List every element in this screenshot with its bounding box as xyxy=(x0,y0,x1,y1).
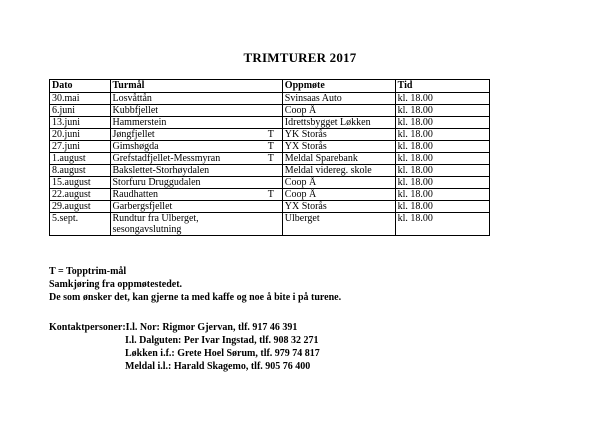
topptrim-mark: T xyxy=(267,189,274,200)
turmal-text: Bakslettet-Storhøydalen xyxy=(112,165,210,176)
turmal-text: Losvåttån xyxy=(112,93,152,104)
cell-tid: kl. 18.00 xyxy=(395,117,489,129)
cell-oppmote: YK Storås xyxy=(282,129,395,141)
table-row xyxy=(50,93,490,105)
cell-turmal xyxy=(110,117,282,129)
topptrim-mark xyxy=(274,201,280,212)
table-row xyxy=(50,165,490,177)
table-row xyxy=(50,153,490,165)
cell-oppmote: YX Storås xyxy=(282,201,395,213)
topptrim-mark: T xyxy=(267,141,274,152)
topptrim-mark xyxy=(274,117,280,128)
turmal-text: Grefstadfjellet-Messmyran xyxy=(112,153,221,164)
turmal-text-line2: sesongavslutning xyxy=(112,224,182,235)
cell-oppmote: Idrettsbygget Løkken xyxy=(282,117,395,129)
cell-dato: 8.august xyxy=(50,165,111,177)
note-carpool: Samkjøring fra oppmøtestedet. xyxy=(49,279,183,290)
cell-tid: kl. 18.00 xyxy=(395,141,489,153)
note-coffee: De som ønsker det, kan gjerne ta med kaffe og noe å bite i på turene. xyxy=(49,292,342,303)
header-tid: Tid xyxy=(395,80,489,93)
table-row xyxy=(50,213,490,236)
cell-oppmote: Coop Å xyxy=(282,177,395,189)
cell-dato: 30.mai xyxy=(50,93,111,105)
turmal-text: Rundtur fra Ulberget, xyxy=(112,213,199,224)
cell-turmal xyxy=(110,201,282,213)
topptrim-mark xyxy=(274,93,280,104)
contact-row xyxy=(49,321,320,334)
header-dato: Dato xyxy=(50,80,111,93)
cell-dato: 27.juni xyxy=(50,141,111,153)
cell-tid: kl. 18.00 xyxy=(395,177,489,189)
turmal-text: Gimshøgda xyxy=(112,141,159,152)
cell-tid: kl. 18.00 xyxy=(395,189,489,201)
turmal-text: Garbergsfjellet xyxy=(112,201,173,212)
topptrim-mark xyxy=(274,105,280,116)
turmal-text: Hammerstein xyxy=(112,117,167,128)
page-title: TRIMTURER 2017 xyxy=(243,50,357,65)
cell-dato: 20.juni xyxy=(50,129,111,141)
turmal-text: Kubbfjellet xyxy=(112,105,159,116)
contact-row xyxy=(49,334,320,347)
note-topptrim-legend: T = Topptrim-mål xyxy=(49,266,127,277)
cell-oppmote: Ulberget xyxy=(282,213,395,236)
cell-oppmote: Svinsaas Auto xyxy=(282,93,395,105)
turmal-text: Raudhatten xyxy=(112,189,159,200)
contact-row xyxy=(49,360,320,373)
cell-dato: 15.august xyxy=(50,177,111,189)
contacts-label: Kontaktpersoner: xyxy=(49,322,126,333)
cell-turmal xyxy=(110,141,282,153)
cell-turmal xyxy=(110,153,282,165)
contact-entry: I.l. Nor: Rigmor Gjervan, tlf. 917 46 391 xyxy=(125,322,298,333)
cell-dato: 29.august xyxy=(50,201,111,213)
header-oppmote: Oppmøte xyxy=(282,80,395,93)
cell-tid: kl. 18.00 xyxy=(395,201,489,213)
cell-turmal xyxy=(110,165,282,177)
cell-tid: kl. 18.00 xyxy=(395,93,489,105)
cell-oppmote: Meldal videreg. skole xyxy=(282,165,395,177)
topptrim-mark xyxy=(274,177,280,188)
notes-block xyxy=(49,265,341,304)
cell-turmal xyxy=(110,105,282,117)
table-row xyxy=(50,117,490,129)
table-row xyxy=(50,189,490,201)
turmal-text: Jøngfjellet xyxy=(112,129,155,140)
cell-oppmote: Meldal Sparebank xyxy=(282,153,395,165)
trim-schedule-table xyxy=(49,79,490,236)
table-row xyxy=(50,177,490,189)
cell-oppmote: YX Storås xyxy=(282,141,395,153)
contact-row xyxy=(49,347,320,360)
cell-dato: 1.august xyxy=(50,153,111,165)
cell-dato: 13.juni xyxy=(50,117,111,129)
cell-tid: kl. 18.00 xyxy=(395,213,489,236)
cell-tid: kl. 18.00 xyxy=(395,153,489,165)
table-row xyxy=(50,141,490,153)
table-row xyxy=(50,129,490,141)
cell-dato: 22.august xyxy=(50,189,111,201)
cell-dato: 6.juni xyxy=(50,105,111,117)
topptrim-mark xyxy=(274,165,280,176)
table-row xyxy=(50,201,490,213)
cell-tid: kl. 18.00 xyxy=(395,165,489,177)
topptrim-mark: T xyxy=(267,129,274,140)
cell-turmal xyxy=(110,189,282,201)
contact-entry: Meldal i.l.: Harald Skagemo, tlf. 905 76 400 xyxy=(125,361,311,372)
topptrim-mark: T xyxy=(267,153,274,164)
contact-entry: Løkken i.f.: Grete Hoel Sørum, tlf. 979 74 817 xyxy=(125,348,320,359)
cell-tid: kl. 18.00 xyxy=(395,105,489,117)
cell-turmal xyxy=(110,129,282,141)
turmal-text: Storfuru Druggudalen xyxy=(112,177,201,188)
cell-tid: kl. 18.00 xyxy=(395,129,489,141)
table-header-row xyxy=(50,80,490,93)
cell-oppmote: Coop Å xyxy=(282,189,395,201)
table-row xyxy=(50,105,490,117)
header-turmal: Turmål xyxy=(110,80,282,93)
contacts-block xyxy=(49,321,320,373)
cell-oppmote: Coop Å xyxy=(282,105,395,117)
cell-dato: 5.sept. xyxy=(50,213,111,236)
contact-entry: I.l. Dalguten: Per Ivar Ingstad, tlf. 908 32 271 xyxy=(125,335,319,346)
cell-turmal xyxy=(110,93,282,105)
cell-turmal xyxy=(110,213,282,236)
cell-turmal xyxy=(110,177,282,189)
